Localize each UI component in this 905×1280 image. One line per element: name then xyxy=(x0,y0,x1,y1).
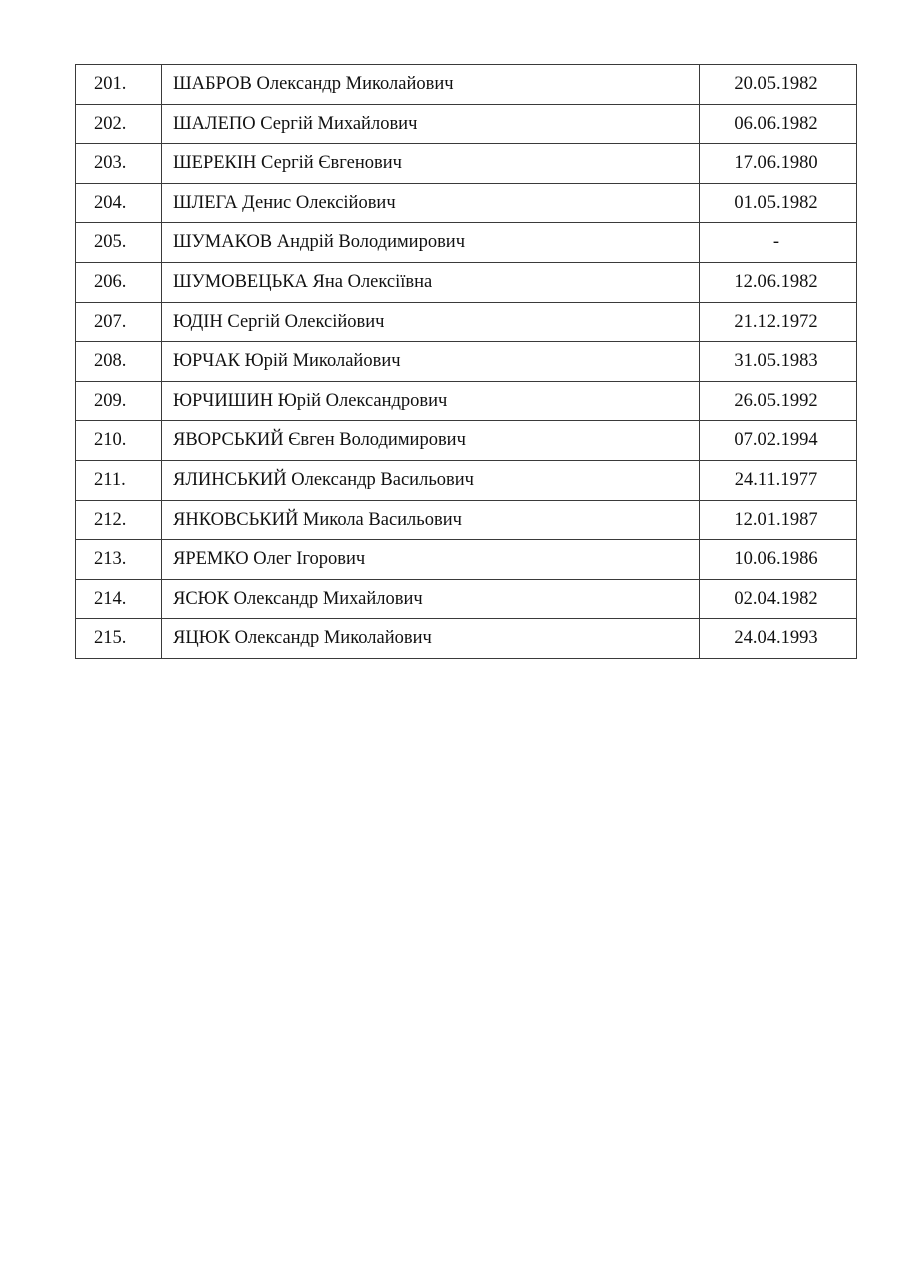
birth-date: 12.01.1987 xyxy=(700,500,857,540)
row-number: 207. xyxy=(76,302,162,342)
row-number: 203. xyxy=(76,144,162,184)
row-number: 208. xyxy=(76,342,162,382)
row-number: 210. xyxy=(76,421,162,461)
table-row xyxy=(76,540,857,580)
table-row xyxy=(76,619,857,659)
row-number: 206. xyxy=(76,262,162,302)
row-number: 212. xyxy=(76,500,162,540)
person-name: ЯВОРСЬКИЙ Євген Володимирович xyxy=(162,421,700,461)
row-number: 211. xyxy=(76,460,162,500)
table-row xyxy=(76,223,857,263)
person-name: ЯЛИНСЬКИЙ Олександр Васильович xyxy=(162,460,700,500)
birth-date: 06.06.1982 xyxy=(700,104,857,144)
person-name: ЮРЧАК Юрій Миколайович xyxy=(162,342,700,382)
table-row xyxy=(76,262,857,302)
birth-date: 24.11.1977 xyxy=(700,460,857,500)
table-row xyxy=(76,342,857,382)
person-name: ЯНКОВСЬКИЙ Микола Васильович xyxy=(162,500,700,540)
birth-date: 10.06.1986 xyxy=(700,540,857,580)
table-row xyxy=(76,302,857,342)
row-number: 205. xyxy=(76,223,162,263)
table-row xyxy=(76,65,857,105)
birth-date: 24.04.1993 xyxy=(700,619,857,659)
table-row xyxy=(76,421,857,461)
table-row xyxy=(76,460,857,500)
person-name: ЯСЮК Олександр Михайлович xyxy=(162,579,700,619)
person-name: ЯЦЮК Олександр Миколайович xyxy=(162,619,700,659)
person-name: ШАЛЕПО Сергій Михайлович xyxy=(162,104,700,144)
birth-date: 31.05.1983 xyxy=(700,342,857,382)
person-name: ШЕРЕКІН Сергій Євгенович xyxy=(162,144,700,184)
birth-date: 17.06.1980 xyxy=(700,144,857,184)
table-row xyxy=(76,381,857,421)
person-name: ШУМАКОВ Андрій Володимирович xyxy=(162,223,700,263)
table-row xyxy=(76,144,857,184)
person-name: ЮДІН Сергій Олексійович xyxy=(162,302,700,342)
row-number: 214. xyxy=(76,579,162,619)
table-row xyxy=(76,183,857,223)
person-name: ЯРЕМКО Олег Ігорович xyxy=(162,540,700,580)
table-row xyxy=(76,500,857,540)
roster-table xyxy=(75,64,857,659)
table-row xyxy=(76,104,857,144)
row-number: 213. xyxy=(76,540,162,580)
birth-date: 26.05.1992 xyxy=(700,381,857,421)
birth-date: 12.06.1982 xyxy=(700,262,857,302)
person-name: ШЛЕГА Денис Олексійович xyxy=(162,183,700,223)
person-name: ЮРЧИШИН Юрій Олександрович xyxy=(162,381,700,421)
birth-date: 07.02.1994 xyxy=(700,421,857,461)
row-number: 215. xyxy=(76,619,162,659)
row-number: 201. xyxy=(76,65,162,105)
row-number: 202. xyxy=(76,104,162,144)
row-number: 209. xyxy=(76,381,162,421)
table-row xyxy=(76,579,857,619)
birth-date: 21.12.1972 xyxy=(700,302,857,342)
birth-date: 20.05.1982 xyxy=(700,65,857,105)
birth-date: 01.05.1982 xyxy=(700,183,857,223)
birth-date: 02.04.1982 xyxy=(700,579,857,619)
birth-date: - xyxy=(700,223,857,263)
row-number: 204. xyxy=(76,183,162,223)
person-name: ШАБРОВ Олександр Миколайович xyxy=(162,65,700,105)
person-name: ШУМОВЕЦЬКА Яна Олексіївна xyxy=(162,262,700,302)
roster-table-body xyxy=(76,65,857,659)
